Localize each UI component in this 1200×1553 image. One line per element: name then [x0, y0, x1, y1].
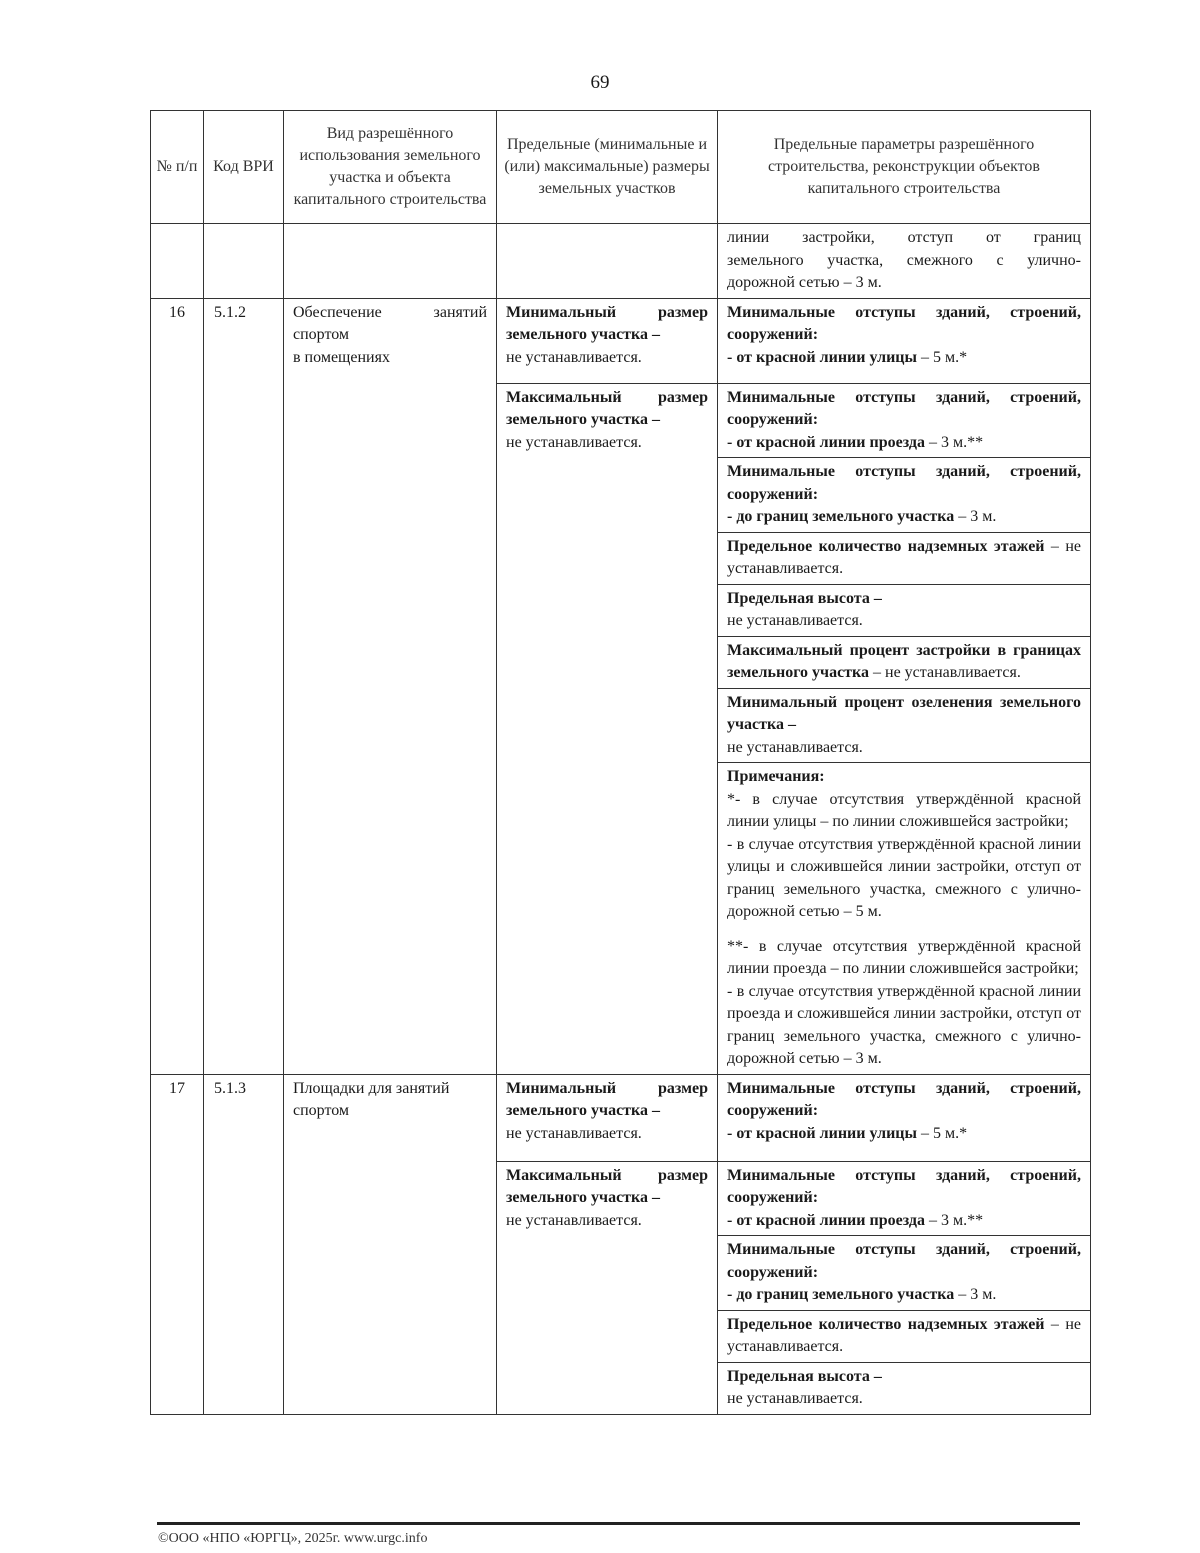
row16-param-7: Минимальный процент озеленения земельного участка – не устанавливается.: [718, 688, 1091, 763]
row16-min-size: Минимальный размер земельного участка – не устанавливается.: [497, 298, 718, 383]
row16-max-size: Максимальный размер земельного участка – не устанавливается.: [497, 383, 718, 1074]
regulations-table: [150, 110, 1091, 1415]
notes-title: Примечания:: [727, 768, 825, 785]
row16-param-4: Предельное количество надземных этажей – не устанавливается.: [718, 532, 1091, 584]
row16-param-6: Максимальный процент застройки в границах земельного участка – не устанавливается.: [718, 636, 1091, 688]
row17-use: Площадки для занятий спортом: [284, 1074, 497, 1414]
row17-param-3: Минимальные отступы зданий, строений, сооружений: - до границ земельного участка – 3 м.: [718, 1236, 1091, 1311]
row16-code: 5.1.2: [204, 298, 284, 1074]
row17-param-4: Предельное количество надземных этажей – не устанавливается.: [718, 1310, 1091, 1362]
note-3: **- в случае отсутствия утверждённой красной линии проезда – по линии сложившейся застройки;: [727, 937, 1081, 977]
row16-param-2: Минимальные отступы зданий, строений, сооружений: - от красной линии проезда – 3 м.**: [718, 383, 1091, 458]
row17-max-size: Максимальный размер земельного участка – не устанавливается.: [497, 1161, 718, 1414]
row17-param-1: Минимальные отступы зданий, строений, сооружений: - от красной линии улицы – 5 м.*: [718, 1074, 1091, 1161]
row16-param-1: Минимальные отступы зданий, строений, сооружений: - от красной линии улицы – 5 м.*: [718, 298, 1091, 383]
row16-use: Обеспечение занятий спортом в помещениях: [284, 298, 497, 1074]
header-num: № п/п: [151, 111, 204, 224]
header-params: Предельные параметры разрешённого строительства, реконструкции объектов капитального строительства: [718, 111, 1091, 224]
table-row-17: [151, 1074, 1091, 1161]
row16-param-3: Минимальные отступы зданий, строений, сооружений: - до границ земельного участка – 3 м.: [718, 458, 1091, 533]
continuation-row: [151, 224, 1091, 299]
note-2: - в случае отсутствия утверждённой красной линии улицы и сложившейся линии застройки, отступ от границ земельного участка, смежного с улично-дорожной сетью – 5 м.: [727, 835, 1081, 920]
footer-copyright: ©ООО «НПО «ЮРГЦ», 2025г. www.urgc.info: [158, 1531, 428, 1546]
row16-param-5: Предельная высота – не устанавливается.: [718, 584, 1091, 636]
header-sizes: Предельные (минимальные и (или) максимальные) размеры земельных участков: [497, 111, 718, 224]
row17-param-2: Минимальные отступы зданий, строений, сооружений: - от красной линии проезда – 3 м.**: [718, 1161, 1091, 1236]
header-code: Код ВРИ: [204, 111, 284, 224]
row16-notes: [718, 763, 1091, 1075]
note-4: - в случае отсутствия утверждённой красной линии проезда и сложившейся линии застройки, отступ от границ земельного участка, смежного с улично-дорожной сетью – 3 м.: [727, 982, 1081, 1067]
table-header-row: [151, 111, 1091, 224]
table-row-16: [151, 298, 1091, 383]
footer-divider: [157, 1522, 1080, 1525]
row17-min-size: Минимальный размер земельного участка – не устанавливается.: [497, 1074, 718, 1161]
row17-num: 17: [151, 1074, 204, 1414]
row17-param-5: Предельная высота – не устанавливается.: [718, 1362, 1091, 1414]
page-number: 69: [590, 72, 610, 93]
row16-num: 16: [151, 298, 204, 1074]
continuation-cell: линии застройки, отступ от границ земельного участка, смежного с улично- дорожной сетью – 3 м.: [718, 224, 1091, 299]
note-1: *- в случае отсутствия утверждённой красной линии улицы – по линии сложившейся застройки;: [727, 790, 1081, 830]
header-use: Вид разрешённого использования земельного участка и объекта капитального строительства: [284, 111, 497, 224]
row17-code: 5.1.3: [204, 1074, 284, 1414]
